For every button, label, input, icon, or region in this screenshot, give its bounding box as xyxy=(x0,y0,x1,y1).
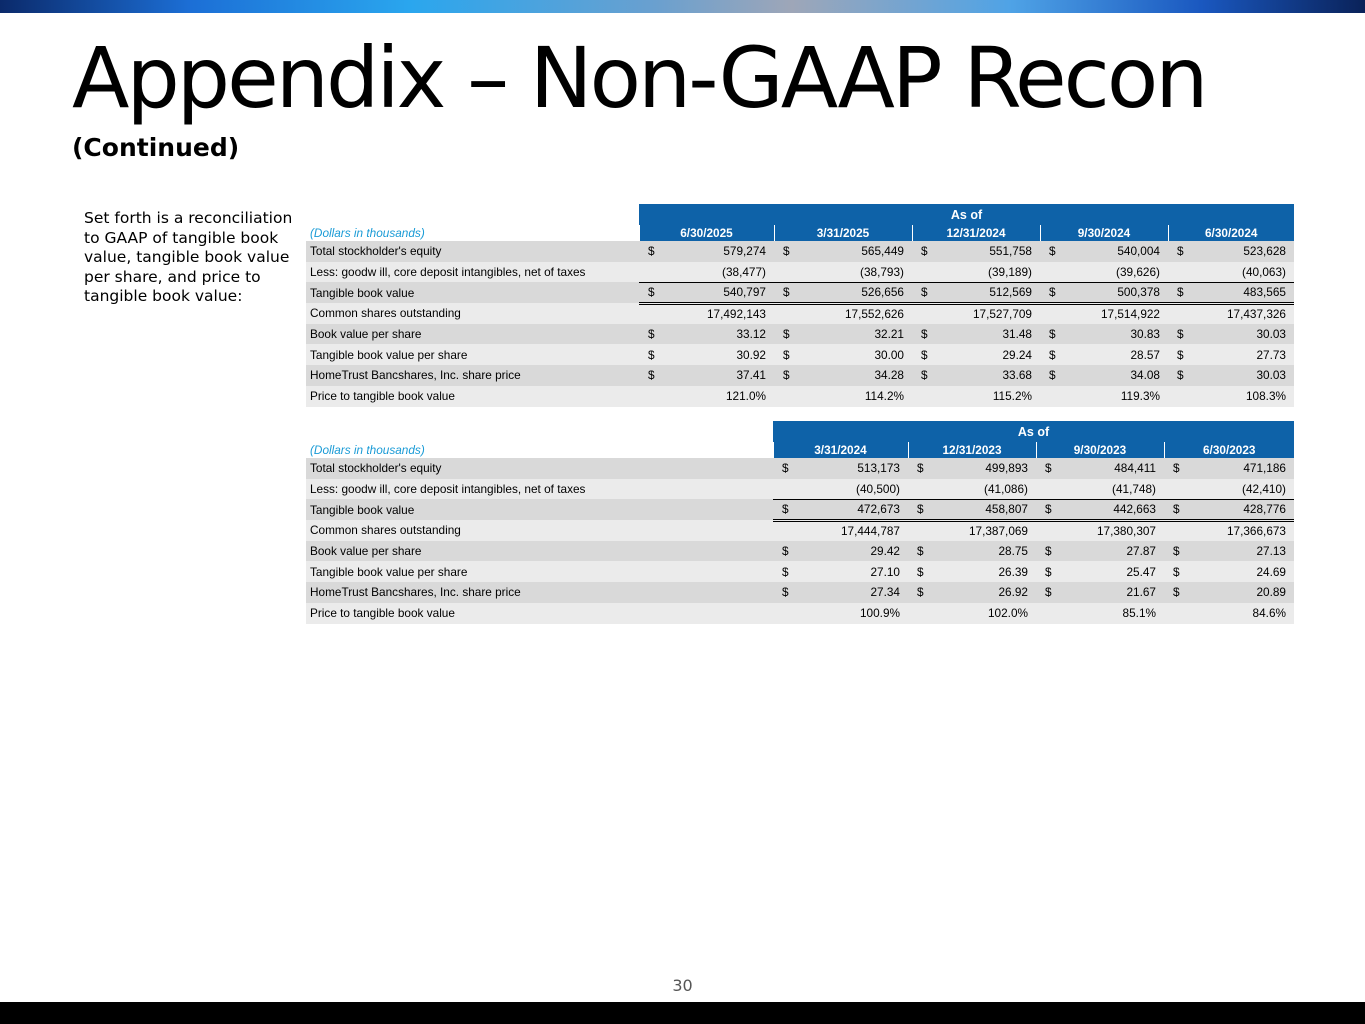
column-header-date: 6/30/2025 xyxy=(639,225,774,241)
cell-value: 27.13 xyxy=(1194,541,1294,562)
currency-symbol: $ xyxy=(1164,561,1194,582)
row-label: Book value per share xyxy=(306,541,773,562)
currency-symbol: $ xyxy=(1040,365,1070,386)
currency-symbol xyxy=(774,386,804,407)
table-body xyxy=(306,241,1294,407)
cell-value: (41,086) xyxy=(938,479,1036,500)
cell-value: 540,797 xyxy=(669,282,774,303)
table-row xyxy=(306,479,1294,500)
cell-value: 484,411 xyxy=(1066,458,1164,479)
page-title: Appendix – Non-GAAP Recon xyxy=(72,29,1206,127)
currency-symbol: $ xyxy=(639,365,669,386)
currency-symbol xyxy=(774,262,804,283)
table-row xyxy=(306,241,1294,262)
currency-symbol: $ xyxy=(1036,582,1066,603)
currency-symbol: $ xyxy=(1040,282,1070,303)
row-label: Tangible book value per share xyxy=(306,561,773,582)
cell-value: 29.42 xyxy=(803,541,908,562)
currency-symbol: $ xyxy=(912,282,942,303)
cell-value: 17,514,922 xyxy=(1070,303,1168,324)
cell-value: 34.08 xyxy=(1070,365,1168,386)
cell-value: 33.12 xyxy=(669,324,774,345)
currency-symbol xyxy=(639,303,669,324)
currency-symbol: $ xyxy=(1164,582,1194,603)
table-column-header-row xyxy=(306,442,1294,458)
page-number: 30 xyxy=(672,976,693,995)
cell-value: 31.48 xyxy=(942,324,1040,345)
cell-value: (38,793) xyxy=(804,262,912,283)
cell-value: 17,380,307 xyxy=(1066,520,1164,541)
currency-symbol: $ xyxy=(639,324,669,345)
cell-value: 25.47 xyxy=(1066,561,1164,582)
cell-value: 108.3% xyxy=(1198,386,1294,407)
currency-symbol xyxy=(908,479,938,500)
currency-symbol: $ xyxy=(1040,324,1070,345)
cell-value: 513,173 xyxy=(803,458,908,479)
currency-symbol: $ xyxy=(774,324,804,345)
column-header-date: 6/30/2024 xyxy=(1168,225,1294,241)
cell-value: 27.73 xyxy=(1198,344,1294,365)
currency-symbol: $ xyxy=(773,561,803,582)
cell-value: 500,378 xyxy=(1070,282,1168,303)
cell-value: 526,656 xyxy=(804,282,912,303)
currency-symbol: $ xyxy=(1036,541,1066,562)
cell-value: 17,387,069 xyxy=(938,520,1036,541)
currency-symbol xyxy=(773,479,803,500)
row-label: Common shares outstanding xyxy=(306,303,639,324)
cell-value: (41,748) xyxy=(1066,479,1164,500)
cell-value: (39,189) xyxy=(942,262,1040,283)
table-row xyxy=(306,262,1294,283)
currency-symbol: $ xyxy=(1040,344,1070,365)
cell-value: 17,527,709 xyxy=(942,303,1040,324)
table-row xyxy=(306,324,1294,345)
cell-value: 28.57 xyxy=(1070,344,1168,365)
currency-symbol xyxy=(1164,520,1194,541)
cell-value: 26.92 xyxy=(938,582,1036,603)
as-of-header: As of xyxy=(639,204,1294,225)
currency-symbol: $ xyxy=(773,541,803,562)
table-row xyxy=(306,344,1294,365)
table-row xyxy=(306,582,1294,603)
cell-value: 442,663 xyxy=(1066,499,1164,520)
currency-symbol: $ xyxy=(1036,561,1066,582)
row-label: Total stockholder's equity xyxy=(306,241,639,262)
cell-value: 34.28 xyxy=(804,365,912,386)
table-row xyxy=(306,603,1294,624)
row-label: Tangible book value xyxy=(306,499,773,520)
intro-text: Set forth is a reconciliation to GAAP of tangible book value, tangible book value per share, and price to tangible book value: xyxy=(84,209,293,305)
column-header-date: 3/31/2025 xyxy=(774,225,912,241)
cell-value: 579,274 xyxy=(669,241,774,262)
currency-symbol xyxy=(639,386,669,407)
currency-symbol xyxy=(1168,262,1198,283)
cell-value: 121.0% xyxy=(669,386,774,407)
currency-symbol: $ xyxy=(908,582,938,603)
cell-value: 32.21 xyxy=(804,324,912,345)
row-label: Price to tangible book value xyxy=(306,603,773,624)
cell-value: (42,410) xyxy=(1194,479,1294,500)
currency-symbol: $ xyxy=(1168,344,1198,365)
cell-value: 27.10 xyxy=(803,561,908,582)
cell-value: 523,628 xyxy=(1198,241,1294,262)
row-label: Tangible book value per share xyxy=(306,344,639,365)
cell-value: 114.2% xyxy=(804,386,912,407)
cell-value: 565,449 xyxy=(804,241,912,262)
row-label: HomeTrust Bancshares, Inc. share price xyxy=(306,365,639,386)
cell-value: 30.92 xyxy=(669,344,774,365)
table-row xyxy=(306,458,1294,479)
cell-value: 17,492,143 xyxy=(669,303,774,324)
currency-symbol: $ xyxy=(774,241,804,262)
currency-symbol xyxy=(774,303,804,324)
cell-value: 20.89 xyxy=(1194,582,1294,603)
currency-symbol: $ xyxy=(1036,499,1066,520)
currency-symbol xyxy=(1040,262,1070,283)
currency-symbol xyxy=(1168,303,1198,324)
table-row xyxy=(306,520,1294,541)
currency-symbol: $ xyxy=(912,365,942,386)
top-accent-bar xyxy=(0,0,1365,13)
cell-value: 499,893 xyxy=(938,458,1036,479)
column-header-date: 6/30/2023 xyxy=(1164,442,1294,458)
currency-symbol: $ xyxy=(912,324,942,345)
cell-value: 471,186 xyxy=(1194,458,1294,479)
currency-symbol xyxy=(1040,386,1070,407)
currency-symbol: $ xyxy=(773,499,803,520)
cell-value: 102.0% xyxy=(938,603,1036,624)
column-header-date: 9/30/2023 xyxy=(1036,442,1164,458)
cell-value: 472,673 xyxy=(803,499,908,520)
cell-value: 115.2% xyxy=(942,386,1040,407)
table-group-header-row xyxy=(306,421,1294,442)
table-body xyxy=(306,458,1294,624)
cell-value: 540,004 xyxy=(1070,241,1168,262)
table-row xyxy=(306,541,1294,562)
currency-symbol xyxy=(1164,479,1194,500)
cell-value: 21.67 xyxy=(1066,582,1164,603)
cell-value: 458,807 xyxy=(938,499,1036,520)
row-label: Less: goodw ill, core deposit intangibles, net of taxes xyxy=(306,262,639,283)
currency-symbol: $ xyxy=(773,458,803,479)
cell-value: 28.75 xyxy=(938,541,1036,562)
currency-symbol xyxy=(773,603,803,624)
row-label: Book value per share xyxy=(306,324,639,345)
currency-symbol: $ xyxy=(1164,458,1194,479)
table-row xyxy=(306,303,1294,324)
currency-symbol: $ xyxy=(774,282,804,303)
cell-value: 27.87 xyxy=(1066,541,1164,562)
cell-value: 85.1% xyxy=(1066,603,1164,624)
column-header-date: 12/31/2024 xyxy=(912,225,1040,241)
currency-symbol xyxy=(1036,520,1066,541)
currency-symbol: $ xyxy=(1164,499,1194,520)
currency-symbol xyxy=(1164,603,1194,624)
currency-symbol xyxy=(1168,386,1198,407)
cell-value: 512,569 xyxy=(942,282,1040,303)
currency-symbol xyxy=(1040,303,1070,324)
cell-value: 33.68 xyxy=(942,365,1040,386)
cell-value: 27.34 xyxy=(803,582,908,603)
cell-value: (38,477) xyxy=(669,262,774,283)
currency-symbol xyxy=(912,262,942,283)
currency-symbol: $ xyxy=(774,365,804,386)
currency-symbol xyxy=(1036,603,1066,624)
currency-symbol xyxy=(1036,479,1066,500)
cell-value: (40,500) xyxy=(803,479,908,500)
currency-symbol: $ xyxy=(908,561,938,582)
currency-symbol: $ xyxy=(908,499,938,520)
column-header-date: 12/31/2023 xyxy=(908,442,1036,458)
row-label: HomeTrust Bancshares, Inc. share price xyxy=(306,582,773,603)
currency-symbol: $ xyxy=(1168,324,1198,345)
cell-value: 29.24 xyxy=(942,344,1040,365)
table-column-header-row xyxy=(306,225,1294,241)
units-label: (Dollars in thousands) xyxy=(310,443,425,457)
currency-symbol: $ xyxy=(639,344,669,365)
currency-symbol xyxy=(908,603,938,624)
row-label: Total stockholder's equity xyxy=(306,458,773,479)
cell-value: (39,626) xyxy=(1070,262,1168,283)
row-label: Common shares outstanding xyxy=(306,520,773,541)
currency-symbol xyxy=(908,520,938,541)
cell-value: 551,758 xyxy=(942,241,1040,262)
table-row xyxy=(306,561,1294,582)
cell-value: 119.3% xyxy=(1070,386,1168,407)
row-label: Price to tangible book value xyxy=(306,386,639,407)
cell-value: 483,565 xyxy=(1198,282,1294,303)
currency-symbol xyxy=(639,262,669,283)
cell-value: 26.39 xyxy=(938,561,1036,582)
currency-symbol: $ xyxy=(1168,241,1198,262)
cell-value: 30.03 xyxy=(1198,324,1294,345)
cell-value: 30.03 xyxy=(1198,365,1294,386)
currency-symbol: $ xyxy=(1164,541,1194,562)
table-group-header-row xyxy=(306,204,1294,225)
currency-symbol: $ xyxy=(908,541,938,562)
cell-value: 17,552,626 xyxy=(804,303,912,324)
currency-symbol xyxy=(912,303,942,324)
row-label: Tangible book value xyxy=(306,282,639,303)
table-row xyxy=(306,365,1294,386)
currency-symbol xyxy=(912,386,942,407)
units-label: (Dollars in thousands) xyxy=(310,226,425,240)
cell-value: 428,776 xyxy=(1194,499,1294,520)
currency-symbol: $ xyxy=(639,282,669,303)
cell-value: 84.6% xyxy=(1194,603,1294,624)
cell-value: 17,437,326 xyxy=(1198,303,1294,324)
cell-value: 37.41 xyxy=(669,365,774,386)
as-of-header: As of xyxy=(773,421,1294,442)
currency-symbol: $ xyxy=(774,344,804,365)
cell-value: 17,444,787 xyxy=(803,520,908,541)
cell-value: (40,063) xyxy=(1198,262,1294,283)
currency-symbol: $ xyxy=(912,241,942,262)
column-header-date: 3/31/2024 xyxy=(773,442,908,458)
row-label: Less: goodw ill, core deposit intangibles, net of taxes xyxy=(306,479,773,500)
currency-symbol: $ xyxy=(908,458,938,479)
cell-value: 100.9% xyxy=(803,603,908,624)
cell-value: 24.69 xyxy=(1194,561,1294,582)
column-header-date: 9/30/2024 xyxy=(1040,225,1168,241)
table-row xyxy=(306,282,1294,303)
currency-symbol: $ xyxy=(912,344,942,365)
currency-symbol: $ xyxy=(1168,282,1198,303)
currency-symbol xyxy=(773,520,803,541)
currency-symbol: $ xyxy=(1168,365,1198,386)
table-row xyxy=(306,386,1294,407)
reconciliation-table-2024-2025 xyxy=(306,204,1294,407)
table-row xyxy=(306,499,1294,520)
page-subtitle: (Continued) xyxy=(72,133,240,162)
cell-value: 17,366,673 xyxy=(1194,520,1294,541)
cell-value: 30.00 xyxy=(804,344,912,365)
currency-symbol: $ xyxy=(773,582,803,603)
reconciliation-table-2023-2024 xyxy=(306,421,1294,624)
currency-symbol: $ xyxy=(639,241,669,262)
currency-symbol: $ xyxy=(1040,241,1070,262)
bottom-bar xyxy=(0,1002,1365,1024)
currency-symbol: $ xyxy=(1036,458,1066,479)
cell-value: 30.83 xyxy=(1070,324,1168,345)
